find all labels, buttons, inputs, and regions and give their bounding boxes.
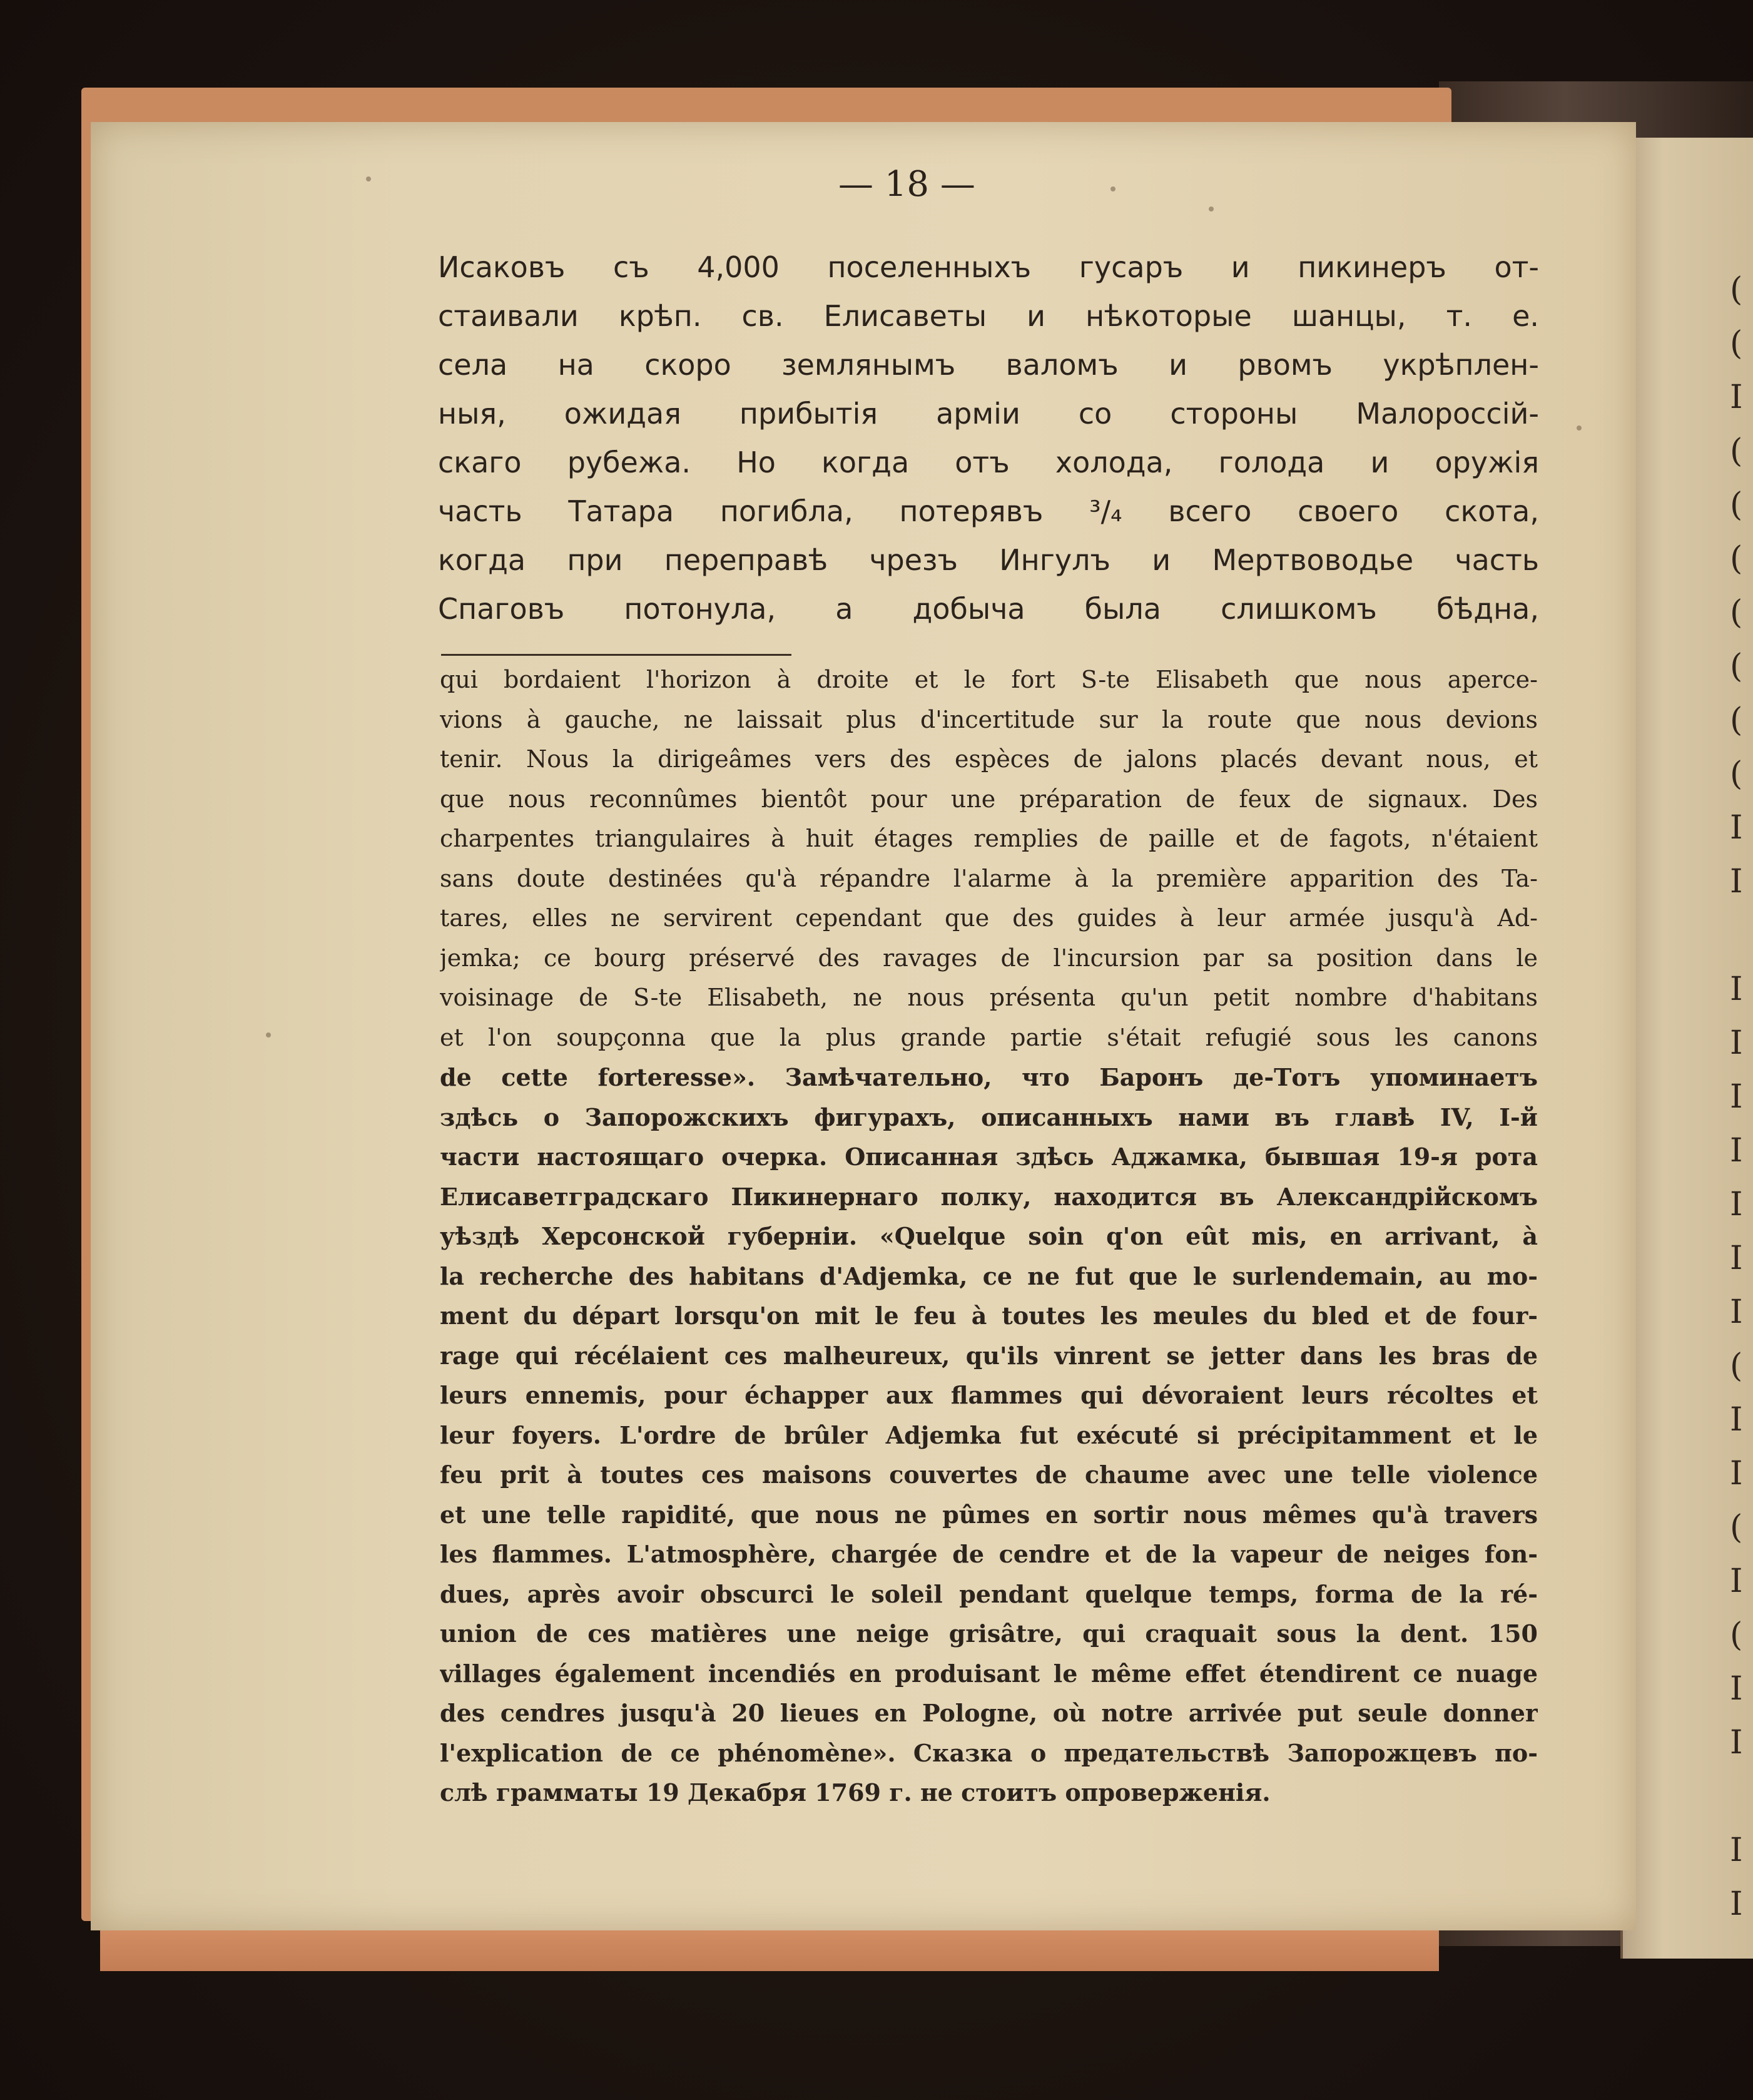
next-page-letter: I: [1730, 1401, 1743, 1439]
paper-speck: [1110, 186, 1115, 191]
next-page-letter: I: [1730, 971, 1743, 1008]
footnote-line: dues, après avoir obscurci le soleil pendant quelque temps, forma de la ré-: [440, 1579, 1538, 1608]
footnote-line: sans doute destinées qu'à répandre l'alarme à la première apparition des Ta-: [440, 864, 1538, 892]
main-text-line: скаго рубежа. Но когда отъ холода, голода и оружія: [438, 446, 1539, 479]
footnote-line: charpentes triangulaires à huit étages remplies de paille et de fagots, n'étaient: [440, 825, 1538, 852]
footnote-line: ment du départ lorsqu'on mit le feu à toutes les meules du bled et de four-: [440, 1302, 1538, 1330]
next-page-letter: I: [1730, 1885, 1743, 1923]
footnote-line: jemka; ce bourg préservé des ravages de l'incursion par sa position dans le: [440, 944, 1538, 972]
footnote-line: la recherche des habitans d'Adjemka, ce ne fut que le surlendemain, au mo-: [440, 1262, 1538, 1290]
next-page-letter: I: [1730, 1078, 1743, 1116]
next-page-letter: I: [1730, 863, 1743, 900]
next-page-letter: I: [1730, 1455, 1743, 1492]
next-page-letter: (: [1730, 432, 1743, 470]
next-page-letter: I: [1730, 1832, 1743, 1869]
next-page-letter: I: [1730, 1293, 1743, 1331]
main-text-line: стаивали крѣп. св. Елисаветы и нѣкоторые шанцы, т. е.: [438, 299, 1539, 333]
next-page-letter: I: [1730, 1132, 1743, 1170]
footnote-line: rage qui récélaient ces malheureux, qu'ils vinrent se jetter dans les bras de: [440, 1341, 1538, 1370]
footnote-line: de cette forteresse». Замѣчательно, что Баронъ де-Тотъ упоминаетъ: [440, 1063, 1538, 1091]
footnote-line: здѣсь о Запорожскихъ фигурахъ, описанныхъ нами въ главѣ IV, I-й: [440, 1103, 1538, 1131]
next-page-letter: I: [1730, 1024, 1743, 1062]
footnote-block: [440, 660, 1538, 1813]
footnote-line: qui bordaient l'horizon à droite et le fort S-te Elisabeth que nous aperce-: [440, 666, 1538, 693]
next-page-letter: I: [1730, 1670, 1743, 1708]
main-text-line: ныя, ожидая прибытія арміи со стороны Малороссій-: [438, 397, 1539, 431]
footnote-line: части настоящаго очерка. Описанная здѣсь Аджамка, бывшая 19-я рота: [440, 1143, 1538, 1171]
paper-speck: [1577, 426, 1582, 431]
footnote-line: que nous reconnûmes bientôt pour une préparation de feux de signaux. Des: [440, 785, 1538, 813]
paper-speck: [266, 1032, 271, 1037]
next-page-letter: (: [1730, 1347, 1743, 1385]
next-page-letters: [1730, 263, 1753, 1931]
next-page-letter: (: [1730, 1509, 1743, 1546]
next-page-letter: I: [1730, 809, 1743, 847]
next-page-letter: (: [1730, 486, 1743, 524]
footnote-line: et l'on soupçonna que la plus grande partie s'était refugié sous les canons: [440, 1023, 1538, 1051]
footnote-line: des cendres jusqu'à 20 lieues en Pologne, où notre arrivée put seule donner: [440, 1699, 1538, 1727]
next-page-letter: (: [1730, 540, 1743, 578]
main-text-line: когда при переправѣ чрезъ Ингулъ и Мертвоводье часть: [438, 543, 1539, 577]
footnote-divider: [441, 654, 791, 656]
footnote-line: vions à gauche, ne laissait plus d'incertitude sur la route que nous devions: [440, 705, 1538, 733]
main-text-line: часть Татара погибла, потерявъ ³/₄ всего своего скота,: [438, 494, 1539, 528]
next-page-letter: I: [1730, 1562, 1743, 1600]
next-page-letter: [1730, 909, 1753, 962]
next-page-letter: (: [1730, 648, 1743, 685]
next-page-letter: I: [1730, 1724, 1743, 1761]
next-page-letter: (: [1730, 1616, 1743, 1654]
next-page-letter: (: [1730, 755, 1743, 793]
footnote-line: tares, elles ne servirent cependant que des guides à leur armée jusqu'à Ad-: [440, 904, 1538, 932]
paper-speck: [366, 176, 371, 181]
footnote-line: feu prit à toutes ces maisons couvertes de chaume avec une telle violence: [440, 1460, 1538, 1489]
next-page-letter: (: [1730, 271, 1743, 308]
next-page-letter: I: [1730, 1240, 1743, 1277]
next-page-letter: [1730, 1770, 1753, 1823]
footnote-line: union de ces matières une neige grisâtre, qui craquait sous la dent. 150: [440, 1619, 1538, 1648]
footnote-line: уѣздѣ Херсонской губерніи. «Quelque soin q'on eût mis, en arrivant, à: [440, 1222, 1538, 1250]
footnote-line: et une telle rapidité, que nous ne pûmes en sortir nous mêmes qu'à travers: [440, 1500, 1538, 1529]
footnote-line: voisinage de S-te Elisabeth, ne nous présenta qu'un petit nombre d'habitans: [440, 984, 1538, 1011]
next-page-letter: (: [1730, 701, 1743, 739]
footnote-line: l'explication de ce phénomène». Сказка о предательствѣ Запорожцевъ по-: [440, 1738, 1538, 1767]
main-text-line: села на скоро землянымъ валомъ и рвомъ укрѣплен-: [438, 348, 1539, 382]
next-page-letter: I: [1730, 1186, 1743, 1223]
footnote-line: leur foyers. L'ordre de brûler Adjemka fut exécuté si précipitamment et le: [440, 1420, 1538, 1449]
footnote-line: Елисаветградскаго Пикинернаго полку, находится въ Александрійскомъ: [440, 1182, 1538, 1211]
page-number: — 18 —: [838, 164, 975, 205]
main-text-block: [438, 243, 1539, 633]
next-page-letter: (: [1730, 594, 1743, 631]
footnote-line: tenir. Nous la dirigeâmes vers des espèces de jalons placés devant nous, et: [440, 745, 1538, 773]
footnote-line: villages également incendiés en produisant le même effet étendirent ce nuage: [440, 1659, 1538, 1688]
next-page-letter: I: [1730, 379, 1743, 416]
footnote-line: les flammes. L'atmosphère, chargée de cendre et de la vapeur de neiges fon-: [440, 1540, 1538, 1568]
footnote-line: leurs ennemis, pour échapper aux flammes qui dévoraient leurs récoltes et: [440, 1381, 1538, 1409]
main-text-line: Спаговъ потонула, а добыча была слишкомъ бѣдна,: [438, 592, 1539, 626]
main-text-line: Исаковъ съ 4,000 поселенныхъ гусаръ и пикинеръ от-: [438, 250, 1539, 284]
footnote-line: слѣ грамматы 19 Декабря 1769 г. не стоитъ опроверженія.: [440, 1778, 1271, 1807]
paper-speck: [1209, 206, 1214, 212]
next-page-letter: (: [1730, 325, 1743, 362]
